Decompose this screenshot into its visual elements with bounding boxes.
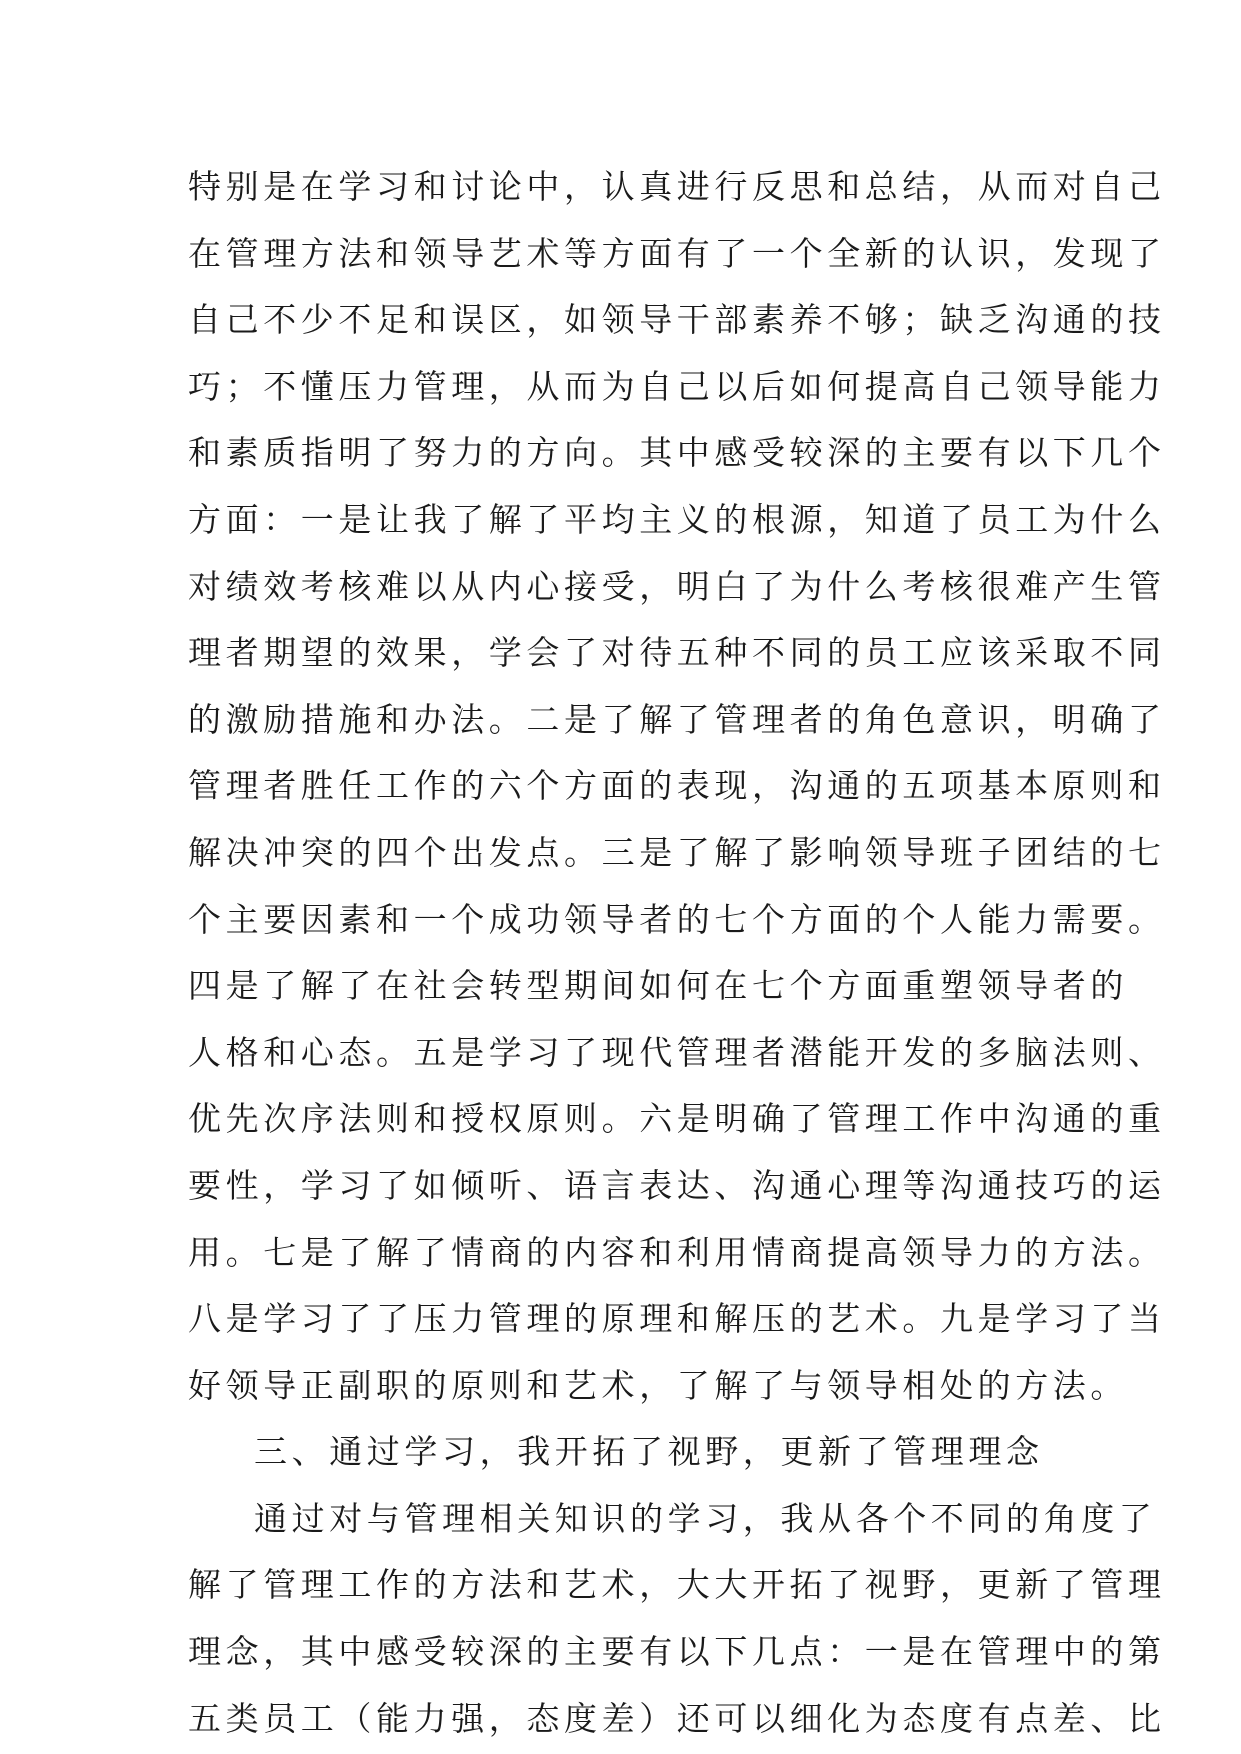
text-line: 自己不少不足和误区，如领导干部素养不够；缺乏沟通的技 <box>188 300 1166 340</box>
text-line: 对绩效考核难以从内心接受，明白了为什么考核很难产生管 <box>188 566 1166 606</box>
text-line: 的激励措施和办法。二是了解了管理者的角色意识，明确了 <box>188 699 1166 739</box>
text-line: 理念，其中感受较深的主要有以下几点：一是在管理中的第 <box>188 1632 1166 1672</box>
text-line: 管理者胜任工作的六个方面的表现，沟通的五项基本原则和 <box>188 766 1166 806</box>
body-text <box>188 154 1166 1752</box>
text-line: 个主要因素和一个成功领导者的七个方面的个人能力需要。 <box>188 899 1166 939</box>
text-line: 要性，学习了如倾听、语言表达、沟通心理等沟通技巧的运 <box>188 1165 1166 1205</box>
text-line: 和素质指明了努力的方向。其中感受较深的主要有以下几个 <box>188 433 1166 473</box>
section-heading: 三、通过学习，我开拓了视野，更新了管理理念 <box>254 1432 1044 1472</box>
text-line: 用。七是了解了情商的内容和利用情商提高领导力的方法。 <box>188 1232 1166 1272</box>
text-line: 好领导正副职的原则和艺术，了解了与领导相处的方法。 <box>188 1365 1128 1405</box>
text-line: 五类员工（能力强，态度差）还可以细化为态度有点差、比 <box>188 1698 1166 1738</box>
text-line: 通过对与管理相关知识的学习，我从各个不同的角度了 <box>254 1498 1157 1538</box>
text-line: 方面：一是让我了解了平均主义的根源，知道了员工为什么 <box>188 499 1166 539</box>
text-line: 理者期望的效果，学会了对待五种不同的员工应该采取不同 <box>188 633 1166 673</box>
text-line: 人格和心态。五是学习了现代管理者潜能开发的多脑法则、 <box>188 1032 1166 1072</box>
text-line: 解决冲突的四个出发点。三是了解了影响领导班子团结的七 <box>188 832 1166 872</box>
text-line: 四是了解了在社会转型期间如何在七个方面重塑领导者的 <box>188 966 1128 1006</box>
text-line: 在管理方法和领导艺术等方面有了一个全新的认识，发现了 <box>188 233 1166 273</box>
text-line: 巧；不懂压力管理，从而为自己以后如何提高自己领导能力 <box>188 366 1166 406</box>
text-line: 解了管理工作的方法和艺术，大大开拓了视野，更新了管理 <box>188 1565 1166 1605</box>
text-line: 优先次序法则和授权原则。六是明确了管理工作中沟通的重 <box>188 1099 1166 1139</box>
text-line: 特别是在学习和讨论中，认真进行反思和总结，从而对自己 <box>188 167 1166 206</box>
text-line: 八是学习了了压力管理的原理和解压的艺术。九是学习了当 <box>188 1299 1166 1339</box>
